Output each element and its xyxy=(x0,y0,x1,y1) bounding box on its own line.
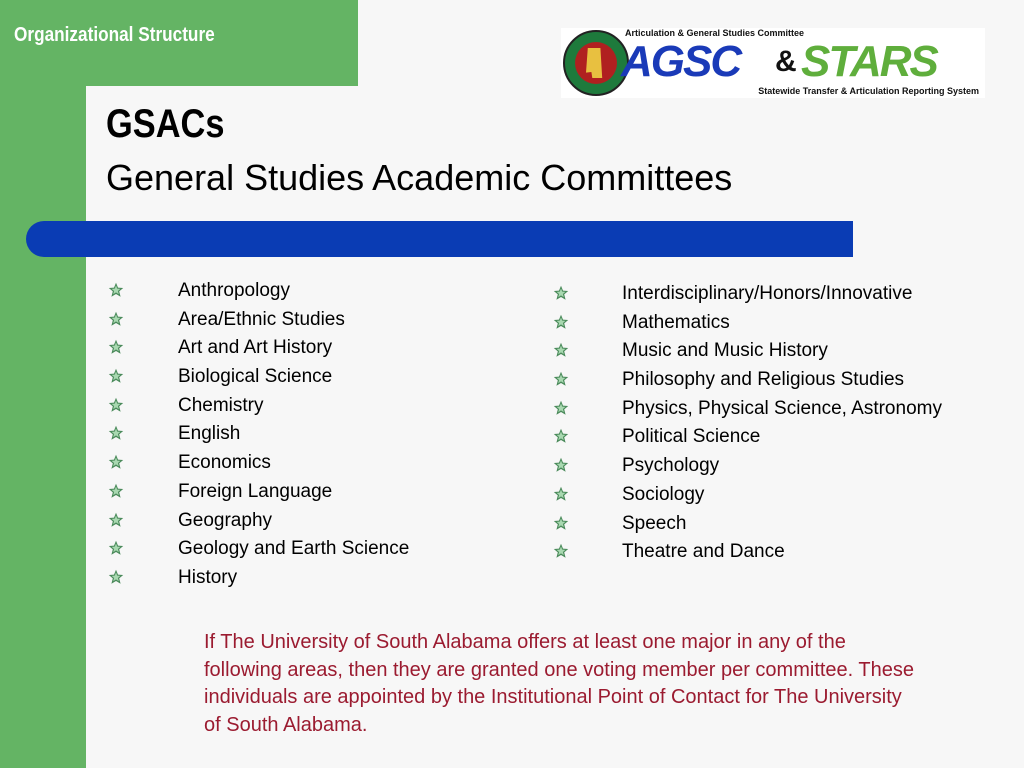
star-bullet-icon xyxy=(108,483,124,499)
logo-stars-text: STARS xyxy=(801,37,937,86)
list-item-label: Economics xyxy=(178,452,271,474)
list-item-label: Geography xyxy=(178,509,273,531)
star-bullet-icon xyxy=(108,368,124,384)
star-bullet-icon xyxy=(553,428,569,444)
list-item-label: Speech xyxy=(622,512,687,534)
list-item-label: Biological Science xyxy=(178,366,333,388)
logo-statewide-text: Statewide Transfer & Articulation Reporting System xyxy=(758,86,979,96)
logo-agsc-text: AGSC xyxy=(621,37,741,86)
section-label: Organizational Structure xyxy=(14,24,215,46)
star-bullet-icon xyxy=(553,543,569,559)
star-bullet-icon xyxy=(108,569,124,585)
star-bullet-icon xyxy=(108,512,124,528)
list-item-label: Foreign Language xyxy=(178,480,333,502)
list-item-label: Political Science xyxy=(622,426,761,448)
star-bullet-icon xyxy=(108,425,124,441)
logo-ampersand: & xyxy=(775,45,797,78)
star-bullet-icon xyxy=(553,371,569,387)
list-item-label: Area/Ethnic Studies xyxy=(178,308,345,330)
star-bullet-icon xyxy=(108,282,124,298)
alabama-seal-icon xyxy=(563,30,629,96)
star-bullet-icon xyxy=(553,515,569,531)
blue-divider-bar xyxy=(26,221,853,257)
star-bullet-icon xyxy=(553,457,569,473)
list-item-label: Sociology xyxy=(622,483,705,505)
star-bullet-icon xyxy=(108,540,124,556)
green-side-band xyxy=(0,0,86,768)
list-item-label: Philosophy and Religious Studies xyxy=(622,369,905,391)
slide-title: GSACs xyxy=(106,102,225,146)
star-bullet-icon xyxy=(108,311,124,327)
list-item-label: Art and Art History xyxy=(178,337,333,359)
list-item-label: Interdisciplinary/Honors/Innovative xyxy=(622,283,913,304)
star-bullet-icon xyxy=(553,486,569,502)
list-item-label: History xyxy=(178,566,238,588)
star-bullet-icon xyxy=(108,454,124,470)
list-item-label: Psychology xyxy=(622,455,720,477)
slide-subtitle: General Studies Academic Committees xyxy=(106,157,733,198)
star-bullet-icon xyxy=(553,342,569,358)
list-item-label: Theatre and Dance xyxy=(622,541,785,563)
star-bullet-icon xyxy=(553,285,569,301)
list-item-label: Chemistry xyxy=(178,394,264,416)
membership-note: If The University of South Alabama offers at least one major in any of the following areas, then they are granted one voting member per committee. These individuals are appointed by the Institutional Point of Contact for The University of South Alabama. xyxy=(204,631,915,736)
list-item-label: Geology and Earth Science xyxy=(178,538,410,560)
list-item-label: Physics, Physical Science, Astronomy xyxy=(622,397,942,419)
logo-committee-text: Articulation & General Studies Committee xyxy=(625,28,805,38)
list-item-label: Anthropology xyxy=(178,280,290,301)
star-bullet-icon xyxy=(553,314,569,330)
star-bullet-icon xyxy=(553,400,569,416)
star-bullet-icon xyxy=(108,397,124,413)
list-item-label: Mathematics xyxy=(622,311,730,333)
agsc-stars-logo xyxy=(561,28,985,98)
list-item-label: Music and Music History xyxy=(622,340,828,362)
star-bullet-icon xyxy=(108,339,124,355)
list-item-label: English xyxy=(178,423,241,445)
